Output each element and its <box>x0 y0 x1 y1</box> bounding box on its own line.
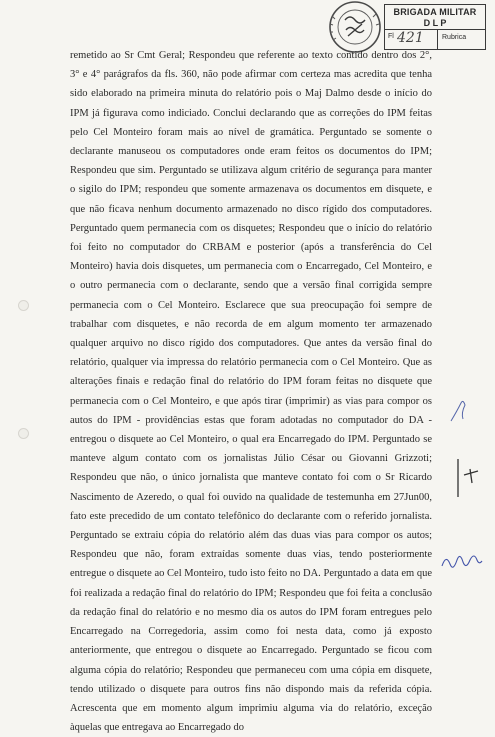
stamp-rubrica-label: Rubrica <box>442 34 467 41</box>
stamp-fl-label: Fl <box>388 33 394 40</box>
margin-initials-signature <box>438 548 486 574</box>
punch-hole-top <box>18 300 29 311</box>
margin-bracket-mark <box>448 455 488 505</box>
punch-hole-bottom <box>18 428 29 439</box>
stamp-department: D L P <box>423 18 447 28</box>
testimony-body-text: remetido ao Sr Cmt Geral; Respondeu que referente ao texto contido dentro dos 2°, 3° e 4° parágrafos da fls. 360, não pode afirmar com certeza mas acredita que tenha sido elaborado na primeira minuta do relatório pois o Maj Dalmo desde o início do IPM já figurava como indiciado. Conclui declarando que as correções do IPM feitas pelo Cel Monteiro foram mais ao nível de gramática. Perguntado se somente o declarante manuseou os computadores onde eram feitos os documentos do IPM; Respondeu que sim. Perguntado se utilizava algum critério de segurança para manter o sigilo do IPM; respondeu que somente armazenava os documentos em disquete, e que não ficava nenhum documento armazenado no disco rígido dos computadores. Perguntado quem permanecia com os disquetes; Respondeu que o início do relatório foi feito no computador do CRBAM e posterior (após a transferência do Cel Monteiro) havia dois disquetes, um permanecia com o Encarregado, Cel Monteiro, e o outro permanecia com o declarante, sendo que a versão final corrigida sempre permanecia com o Cel Monteiro. Esclarece que sua preocupação foi sempre de trabalhar com disquetes, e não recorda de em algum momento ter armazenado qualquer arquivo no disco rígido dos computadores. Que antes da versão final do relatório, qualquer via impressa do relatório permanecia com o Cel Monteiro. Que as alterações finais e redação final do relatório do IPM foram feitas no disquete que permanecia com o Cel Monteiro, e que após tirar (imprimir) as vias para compor os autos do IPM - providências estas que foram adotadas no computador do DA - entregou o disquete ao Cel Monteiro, o qual era Encarregado do IPM. Perguntado se manteve algum contato com os jornalistas Júlio César ou Giovanni Grizzoti; Respondeu que não, o único jornalista que manteve contato foi com o Sr Ricardo Nascimento de Azeredo, o qual foi ouvido na qualidade de testemunha em 27Jun00, fato este precedido de um contato telefônico do declarante com o referido jornalista. Perguntado se extraiu cópia do relatório além das duas vias para compor os autos; Respondeu que não, foram extraídas somente duas vias, tendo posteriormente entregue o disquete ao Cel Monteiro, tudo isto feito no DA. Perguntado a data em que foi realizada a redação final do relatório do IPM; Respondeu que foi feita a conclusão da redação final do relatório e no mesmo dia os autos do IPM foram entregues pelo Encarregado na Corregedoria, assim como foi nesta data, como já exposto anteriormente, que entregou o disquete ao Encarregado. Perguntado se ficou com alguma cópia do relatório; Respondeu que permaneceu com uma cópia em disquete, tendo utilizado o disquete para outros fins não dispondo mais da referida cópia. Acrescenta que em momento algum imprimiu alguma via do relatório, exceção àquelas que entregava ao Encarregado do <box>70 50 432 734</box>
stamp-folio-number: 421 <box>397 30 424 46</box>
stamp-column-divider <box>437 29 438 49</box>
stamp-title: BRIGADA MILITAR <box>393 7 477 17</box>
brigada-militar-stamp <box>384 4 486 50</box>
margin-pen-mark <box>445 395 475 425</box>
